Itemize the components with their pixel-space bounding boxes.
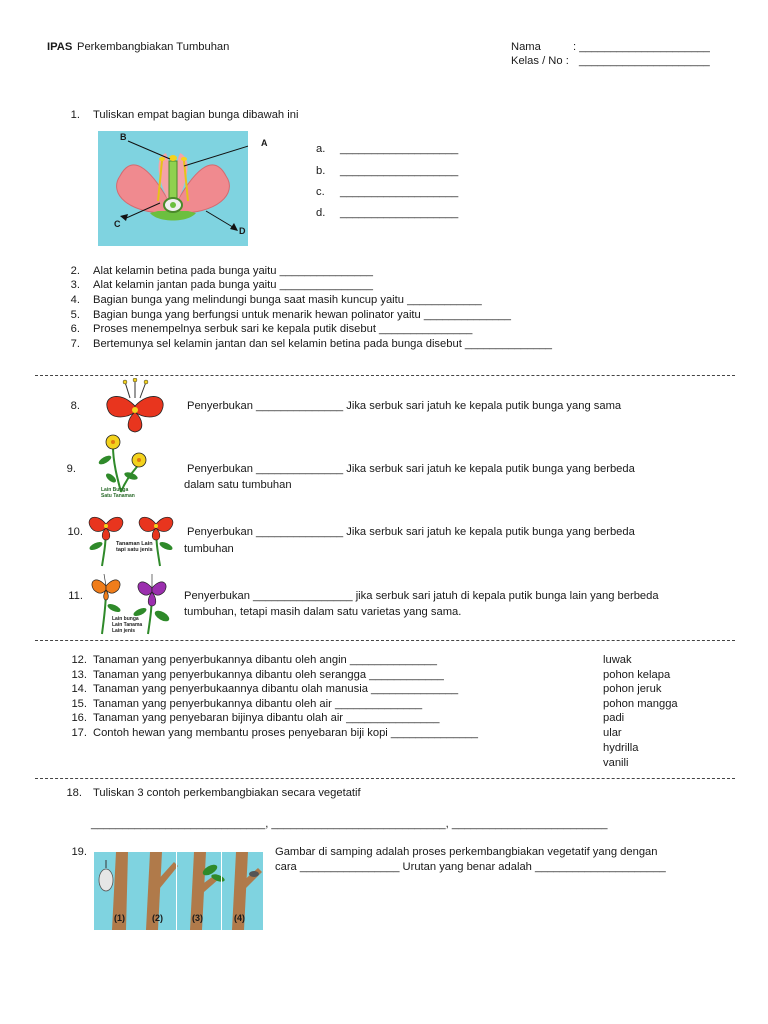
question-text[interactable]: Tanaman yang penyerbukannya dibantu oleh serangga ____________ (93, 669, 444, 681)
word-bank-item: luwak (603, 654, 632, 666)
question-number: 10. (67, 526, 83, 538)
answer-blanks[interactable]: ____________________________, ____________________________, _________________________ (91, 818, 608, 830)
answer-blank-d[interactable]: ___________________ (340, 207, 459, 219)
question-number: 9. (66, 463, 76, 475)
answer-blank-c[interactable]: ___________________ (340, 186, 459, 198)
figure-label-c: C (114, 219, 121, 229)
word-bank-item: ular (603, 727, 622, 739)
answer-blank-a[interactable]: ___________________ (340, 143, 459, 155)
kelas-label: Kelas / No : (511, 55, 569, 67)
question-text[interactable]: Bagian bunga yang berfungsi untuk menarik hewan polinator yaitu ______________ (93, 309, 511, 321)
question-number: 18. (66, 787, 82, 799)
red-flower-icon (100, 378, 170, 434)
word-bank-item: pohon mangga (603, 698, 678, 710)
question-text: Tuliskan 3 contoh perkembangbiakan secara vegetatif (93, 787, 361, 799)
air-layering-figure (94, 852, 263, 930)
question-text[interactable]: Bagian bunga yang melindungi bunga saat masih kuncup yaitu ____________ (93, 294, 482, 306)
question-number: 3. (70, 279, 80, 291)
self-pollination-figure (100, 378, 170, 434)
figure-caption: Lain Tanama (112, 622, 143, 628)
panel-label: (4) (234, 913, 245, 923)
question-text[interactable]: Tanaman yang penyerbukannya dibantu oleh air ______________ (93, 698, 423, 710)
figure-label-a: A (261, 138, 268, 148)
question-text[interactable]: Alat kelamin jantan pada bunga yaitu _______________ (93, 279, 373, 291)
dashed-divider (35, 640, 735, 641)
nama-label: Nama (511, 41, 541, 53)
allogamy-figure (90, 570, 176, 636)
question-number: 1. (70, 109, 80, 121)
answer-key-a: a. (316, 143, 326, 155)
question-text[interactable]: cara ________________ Urutan yang benar adalah _____________________ (275, 861, 666, 873)
word-bank-item: pohon kelapa (603, 669, 671, 681)
question-text[interactable]: Penyerbukan ______________ Jika serbuk sari jatuh ke kepala putik bunga yang berbeda (187, 526, 635, 538)
question-text[interactable]: Tanaman yang penyebaran bijinya dibantu olah air _______________ (93, 712, 440, 724)
question-number: 15. (71, 698, 87, 710)
geitonogamy-figure (95, 432, 173, 502)
question-text[interactable]: Penyerbukan ______________ Jika serbuk sari jatuh ke kepala putik bunga yang berbeda (187, 463, 635, 475)
figure-caption: tapi satu jenis (116, 547, 153, 553)
kelas-field[interactable]: _____________________ (579, 55, 710, 67)
subject-label: IPAS (47, 41, 73, 53)
nama-field[interactable]: : _____________________ (573, 41, 710, 53)
figure-caption: Lain jenis (112, 628, 136, 634)
word-bank-item: pohon jeruk (603, 683, 662, 695)
question-number: 11. (68, 590, 83, 602)
question-number: 14. (71, 683, 87, 695)
question-number: 2. (70, 265, 80, 277)
answer-key-b: b. (316, 165, 326, 177)
question-number: 7. (70, 338, 80, 350)
question-number: 13. (71, 669, 87, 681)
question-text[interactable]: Alat kelamin betina pada bunga yaitu _______________ (93, 265, 373, 277)
two-red-flowers-icon (86, 508, 178, 568)
flower-parts-figure (98, 131, 268, 246)
worksheet-title: Perkembangbiakan Tumbuhan (77, 41, 230, 53)
figure-caption: Satu Tanaman (101, 493, 135, 499)
question-text[interactable]: Penyerbukan ______________ Jika serbuk sari jatuh ke kepala putik bunga yang sama (187, 400, 622, 412)
figure-caption: Lain bunga (112, 616, 139, 622)
question-text: tumbuhan (184, 543, 234, 555)
figure-caption: Lain Bunga (101, 487, 129, 493)
question-number: 12. (71, 654, 87, 666)
question-text: Tuliskan empat bagian bunga dibawah ini (93, 109, 299, 121)
question-text[interactable]: Proses menempelnya serbuk sari ke kepala putik disebut _______________ (93, 323, 473, 335)
dashed-divider (35, 778, 735, 779)
answer-key-c: c. (316, 186, 325, 198)
figure-label-b: B (120, 132, 127, 142)
answer-key-d: d. (316, 207, 326, 219)
word-bank-item: hydrilla (603, 742, 639, 754)
figure-label-d: D (239, 226, 246, 236)
panel-label: (2) (152, 913, 163, 923)
figure-caption: Tanaman Lain (116, 541, 153, 547)
question-text[interactable]: Tanaman yang penyerbukannya dibantu oleh angin ______________ (93, 654, 437, 666)
question-number: 4. (70, 294, 80, 306)
question-number: 16. (71, 712, 87, 724)
question-number: 5. (70, 309, 80, 321)
dashed-divider (35, 375, 735, 376)
word-bank-item: vanili (603, 757, 629, 769)
xenogamy-figure (86, 508, 178, 568)
word-bank-item: padi (603, 712, 625, 724)
question-text: tumbuhan, tetapi masih dalam satu varietas yang sama. (184, 606, 462, 618)
question-number: 17. (71, 727, 87, 739)
answer-blank-b[interactable]: ___________________ (340, 165, 459, 177)
question-number: 19. (71, 846, 87, 858)
question-text: dalam satu tumbuhan (184, 479, 292, 491)
question-text: Gambar di samping adalah proses perkembangbiakan vegetatif yang dengan (275, 846, 658, 858)
panel-label: (3) (192, 913, 203, 923)
question-number: 8. (70, 400, 80, 412)
question-text[interactable]: Bertemunya sel kelamin jantan dan sel kelamin betina pada bunga disebut ______________ (93, 338, 553, 350)
question-text[interactable]: Penyerbukan ________________ jika serbuk sari jatuh di kepala putik bunga lain yang berbeda (184, 590, 659, 602)
question-text[interactable]: Contoh hewan yang membantu proses penyebaran biji kopi ______________ (93, 727, 479, 739)
question-text[interactable]: Tanaman yang penyerbukaannya dibantu olah manusia ______________ (93, 683, 459, 695)
question-number: 6. (70, 323, 80, 335)
panel-label: (1) (114, 913, 125, 923)
